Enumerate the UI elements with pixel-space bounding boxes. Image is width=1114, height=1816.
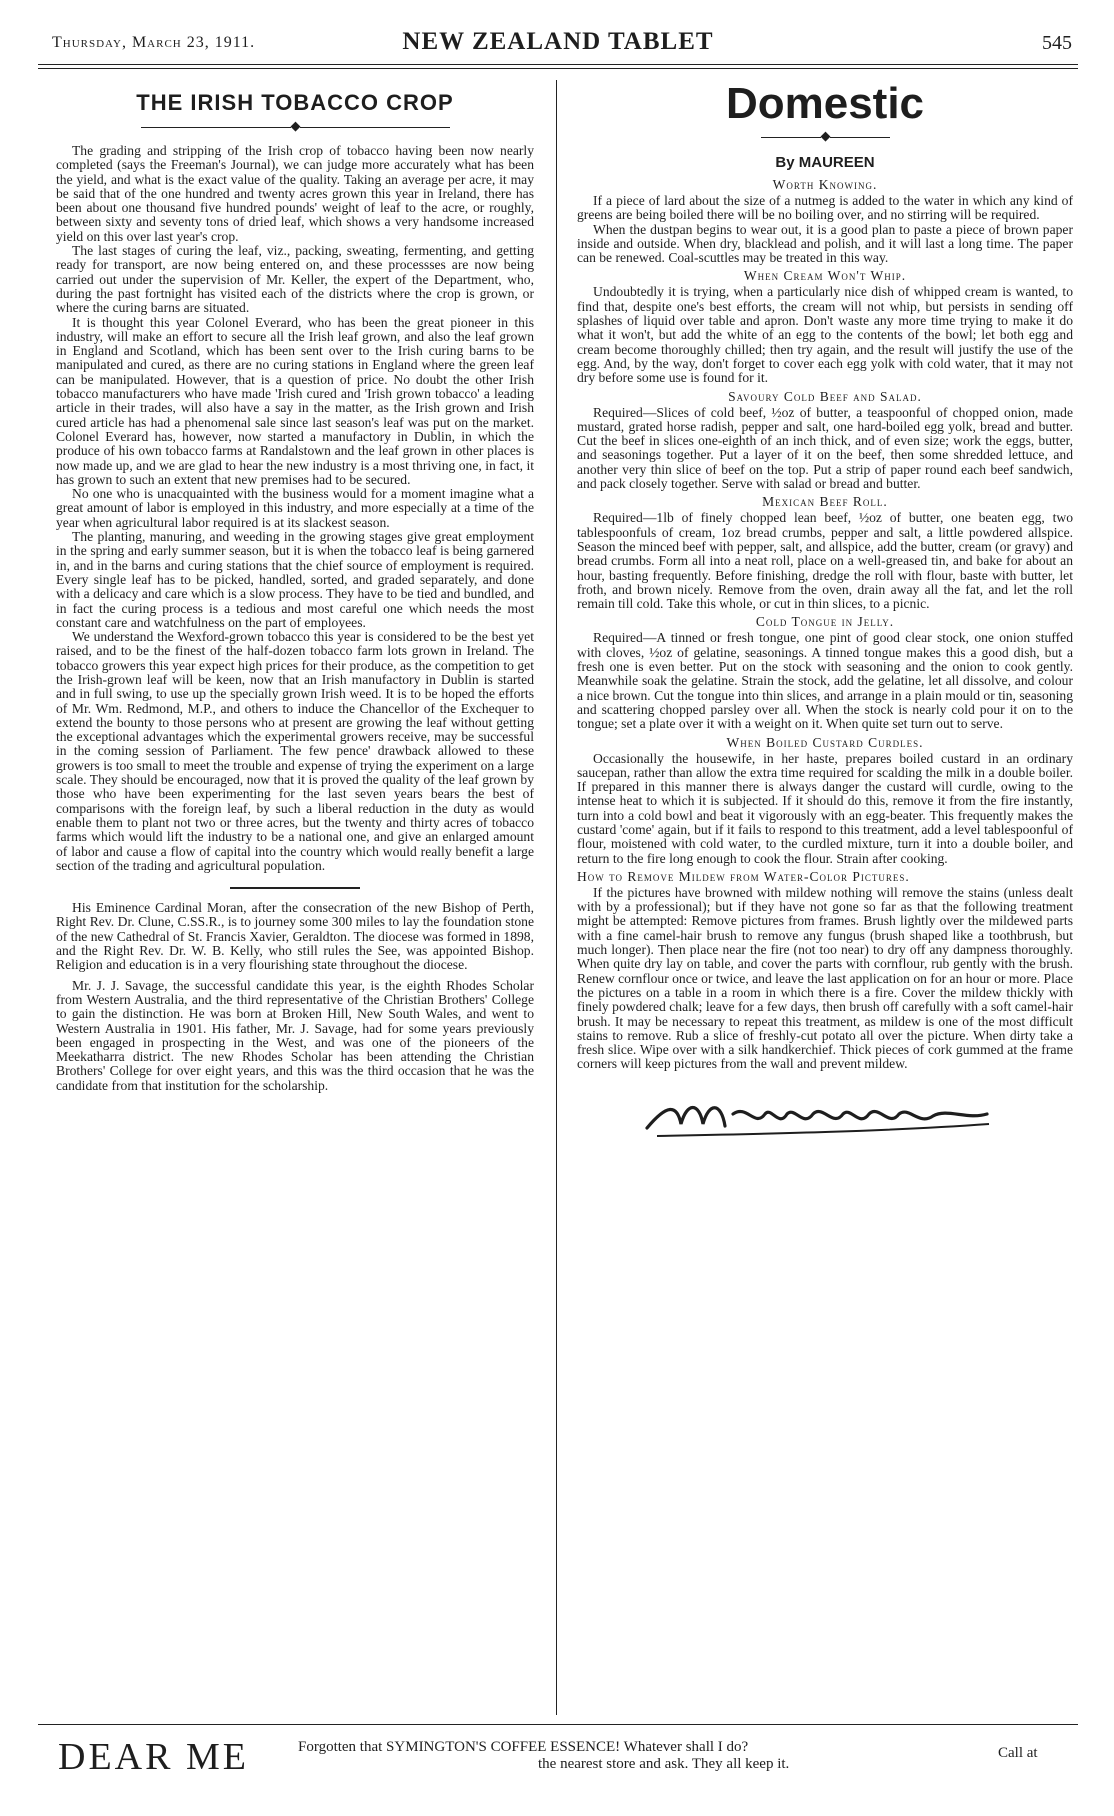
paragraph: Required—A tinned or fresh tongue, one pint of good clear stock, one onion stuffed with cloves, ½oz of gelatine, seasonings. A tinned tongue makes this a good dish, but a fresh one is even better. Put on the stock with seasoning and the onion to cook gently. Meanwhile soak the gelatine. Strain the stock, add the gelatine, let all dissolve, and colour a nice brown. Cut the tongue into thin slices, and arrange in a plain mould or tin, seasoning and scattering chopped parsley over all. When the stock is nearly cold pour it on to the tongue; set a plate over it with a weight on it. When quite set turn out to serve. — [577, 630, 1073, 732]
page-header — [38, 26, 1078, 62]
left-column — [56, 80, 534, 1093]
section-heading: Worth Knowing. — [772, 177, 878, 192]
paragraph: It is thought this year Colonel Everard, who has been the great pioneer in this industry, will make an effort to secure all the Irish leaf grown, and also the leaf grown in England and Scotland, which has been sent over to the Irish curing barns to be manipulated and cured, as there are no curing stations in England where the green leaf can be manipulated. However, that is a question of price. No doubt the other Irish tobacco manufacturers who have made 'Irish cured and 'Irish grown tobacco' a leading article in their trades, will also have a say in the matter, as the Irish grown and Irish cured article has had a phenomenal sale since last season's leaf was put on the market. Colonel Everard has, however, now started a manufactory in Dublin, in which the produce of his own tobacco farms at Randalstown and the leaf grown in other places is now made up, and we are glad to hear the new industry is a most thriving one, in fact, it has grown to such an extent that new premises had to be secured. — [56, 314, 534, 487]
header-rule — [38, 64, 1078, 65]
ad-line-2: the nearest store and ask. They all keep it. — [538, 1756, 790, 1772]
section-heading: How to Remove Mildew from Water-Color Pictures. — [577, 868, 910, 884]
maureen-signature — [637, 1084, 997, 1140]
news-items — [56, 901, 534, 1093]
domestic-sections — [577, 177, 1073, 1072]
right-column — [577, 80, 1073, 1145]
masthead-title: NEW ZEALAND TABLET — [402, 28, 714, 55]
paragraph: Undoubtedly it is trying, when a particularly nice dish of whipped cream is wanted, to find that, despite one's best efforts, the cream will not whip, but persists in sending off splashes of liquid over table and apron. Don't waste any more time trying to make it do what it won't, but add the white of an egg to the contents of the bowl; let both egg and cream become thoroughly chilled; then try again, and the result will justify the use of the egg. And, by the way, don't forget to cover each egg yolk with cold water, that it may not dry before some use is found for it. — [577, 284, 1073, 386]
article-separator — [230, 887, 360, 889]
ad-call: Call at — [998, 1745, 1038, 1761]
section-ornament: ◆ — [577, 128, 1073, 144]
footer-rule — [38, 1724, 1078, 1725]
section-heading: Savoury Cold Beef and Salad. — [728, 388, 922, 404]
ad-headline: DEAR ME — [58, 1736, 249, 1778]
section-heading: Mexican Beef Roll. — [762, 494, 888, 510]
paragraph: When the dustpan begins to wear out, it is a good plan to paste a piece of brown paper inside and outside. When dry, blacklead and polish, and it will last a long time. The paper can be renewed. Coal-scuttles may be treated in this way. — [577, 221, 1073, 266]
paragraph: No one who is unacquainted with the business would for a moment imagine what a great amount of labor is employed in this industry, and more especially at a time of the year when agricultural labor required is at its slackest season. — [56, 486, 534, 530]
paragraph: The grading and stripping of the Irish crop of tobacco having been now nearly completed (says the Freeman's Journal), we can judge more accurately what has been the yield, and what is the exact value of the quality. Taking an average per acre, it may be said that of the one hundred and twenty acres grown this year in Ireland, there has been about one thousand five hundred pounds' weight of leaf to the acre, or roughly, between sixty and seventy tons of dried leaf, which shows a very handsome increased yield on this over last year's crop. — [56, 143, 534, 244]
section-heading: When Cream Won't Whip. — [743, 268, 907, 284]
paragraph: Required—1lb of finely chopped lean beef, ½oz of butter, one beaten egg, two tablespoonfuls of cream, 1oz bread crumbs, pepper and salt, a little powdered allspice. Season the minced beef with pepper, salt, and allspice, add the butter, cream (or gravy) and bread crumbs. Form all into a neat roll, place on a well-greased tin, and bake for about an hour, basting frequently. Before finishing, dredge the roll with flour, baste with butter, let froth, and brown nicely. Remove from the oven, drain away all the fat, and let the roll remain till cold. Take this whole, or cut in thin slices, to a picnic. — [577, 510, 1073, 612]
paragraph: If a piece of lard about the size of a nutmeg is added to the water in which any kind of greens are being boiled there will be no boiling over, and no stirring will be required. — [577, 193, 1073, 223]
byline: By MAUREEN — [775, 154, 875, 171]
article-title: THE IRISH TOBACCO CROP — [136, 90, 454, 115]
paragraph: Occasionally the housewife, in her haste, prepares boiled custard in an ordinary saucepan, rather than allow the extra time required for scalding the milk in a double boiler. If prepared in this manner there is always danger the custard will curdle, owing to the intense heat to which it is subjected. If it should do this, remove it from the fire instantly, turn into a cold bowl and beat it vigorously with an egg-beater. This frequently makes the custard 'come' again, but if it fails to respond to this treatment, add a level tablespoonful of flour, moistened with cold water, to the curdled mixture, turn it into a double boiler, and return to the fire long enough to cook the flour. Strain after cooking. — [577, 750, 1073, 866]
paragraph: We understand the Wexford-grown tobacco this year is considered to be the best yet raised, and to be the finest of the half-dozen tobacco farm lots grown in Ireland. The tobacco growers this year expect high prices for their produce, as the competition to get the Irish-grown leaf will be keen, now that an Irish manufactory in Dublin is started and in full swing, to use up the specially grown Irish weed. It is to be hoped the efforts of Mr. Wm. Redmond, M.P., and others to induce the Chancellor of the Exchequer to extend the bounty to those persons who at present are growing the leaf without getting the exceptional advantages which the experimental growers receive, may be successful in the coming session of Parliament. The few pence' drawback allowed to these growers is too small to meet the trouble and expense of trying the experiment on a large scale. They should be encouraged, now that it is proved the quality of the leaf grown by those who have been experimenting for the last seven years bears the best of comparisons with the foreign leaf, by such a liberal reduction in the duty as would enable them to plant not two or three acres, but the twenty and thirty acres of tobacco farms which would lift the industry to be a national one, and give an enlarged amount of labor and cause a flow of capital into the country which would really benefit a large section of the trading and agricultural population. — [56, 629, 534, 873]
issue-date: Thursday, March 23, 1911. — [52, 34, 256, 51]
section-title: Domestic — [725, 79, 925, 128]
paragraph: His Eminence Cardinal Moran, after the consecration of the new Bishop of Perth, Right Rev. Dr. Clune, C.SS.R., is to journey some 300 miles to lay the foundation stone of the new Cathedral of St. Francis Xavier, Geraldton. The diocese was formed in 1898, and the Right Rev. Dr. W. B. Kelly, who still rules the See, was appointed Bishop. Religion and education is in a very flourishing state throughout the diocese. — [56, 900, 534, 973]
ad-line-1: Forgotten that SYMINGTON'S COFFEE ESSENCE! Whatever shall I do? — [298, 1739, 749, 1755]
paragraph: The last stages of curing the leaf, viz., packing, sweating, fermenting, and getting ready for transport, are now being entered on, and these processses are now being carried out under the supervision of Mr. Keller, the expert of the Department, who, during the past fortnight has visited each of the districts where the crop is grown, or where the curing barns are situated. — [56, 243, 534, 316]
section-heading: Cold Tongue in Jelly. — [755, 614, 895, 630]
paragraph: If the pictures have browned with mildew nothing will remove the stains (unless dealt with by a professional); but if they have not gone so far as that the following treatment might be attempted: Remove pictures from frames. Brush lightly over the mildewed parts with a fine camel-hair brush to remove any fungus (brush shaped like a toothbrush, but much longer). Then place near the fire (not too near) to dry off any dampness thoroughly. When quite dry lay on table, and cover the parts with cornflour, rub gently with the brush. Renew cornflour once or twice, and leave the last application on for an hour or more. Place the pictures on a table in a room in which there is a fire. Cover the mildew thickly with finely powdered chalk; leave for a few days, then brush off carefully with a soft camel-hair brush. It may be necessary to repeat this treatment, as mildew is one of the most difficult stains to remove. Rub a slice of freshly-cut potato all over the picture. When dirty take a fresh slice. Wipe over with a silk handkerchief. Thick pieces of cork gummed at the frame corners will keep pictures from the wall and prevent mildew. — [577, 884, 1073, 1072]
header-rule-double — [38, 68, 1078, 69]
title-ornament: ◆ — [56, 118, 534, 134]
paragraph: Required—Slices of cold beef, ½oz of butter, a teaspoonful of chopped onion, made mustard, grated horse radish, pepper and salt, one hard-boiled egg yolk, bread and butter. Cut the beef in slices one-eighth of an inch thick, and of even size; work the eggs, butter, and seasonings together. Put a layer of it on the beef, then some shredded lettuce, and another very thin slice of beef on the top. Put a strip of paper round each beef sandwich, and pack closely together. Serve with salad or bread and butter. — [577, 404, 1073, 492]
paragraph: The planting, manuring, and weeding in the growing stages give great employment in the spring and early summer season, but it is when the tobacco leaf is being garnered in, and in the barns and curing stations that the chief source of employment is required. Every single leaf has to be picked, handled, sorted, and graded separately, and done with a delicacy and care which is a slow process. They have to be tied and bundled, and in fact the curing process is a tedious and most careful one which needs the most constant care and watchfulness on the part of employees. — [56, 529, 534, 630]
article-body — [56, 144, 534, 873]
column-divider — [556, 80, 557, 1715]
ad-text — [298, 1739, 998, 1773]
advertisement — [38, 1733, 1078, 1793]
paragraph: Mr. J. J. Savage, the successful candidate this year, is the eighth Rhodes Scholar from Western Australia, and the third representative of the Christian Brothers' College to gain the distinction. He was born at Broken Hill, New South Wales, and went to Western Australia in 1901. His father, Mr. J. Savage, had for some years previously been engaged in prospecting in the West, and was one of the pioneers of the Meekatharra district. The new Rhodes Scholar has been attending the Christian Brothers' College for over eight years, and this was the third occasion that he was the candidate from that institution for the scholarship. — [56, 977, 534, 1093]
page-number: 545 — [1042, 32, 1072, 54]
section-heading: When Boiled Custard Curdles. — [726, 734, 924, 750]
